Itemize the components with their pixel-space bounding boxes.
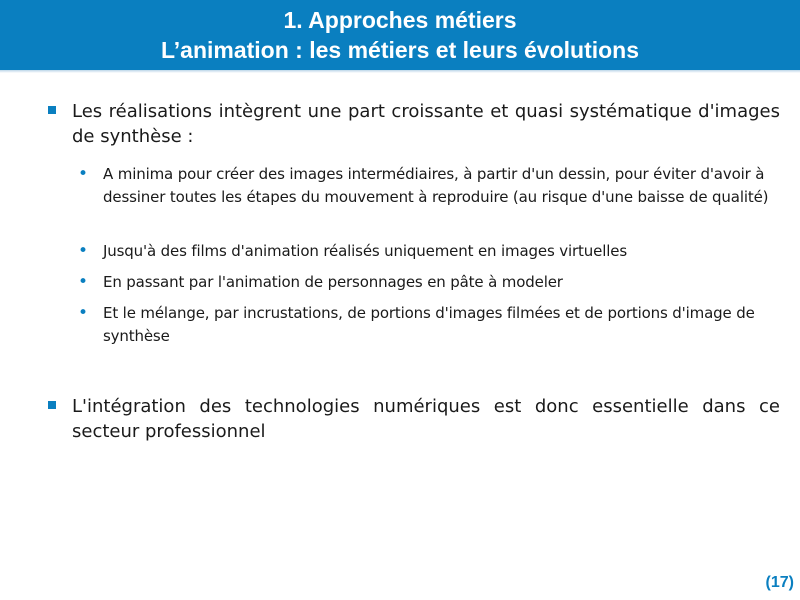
square-bullet-icon [48, 106, 56, 114]
square-bullet-icon [48, 401, 56, 409]
sub-bullet-item-1 [78, 163, 778, 209]
bullet-item-1 [48, 99, 780, 149]
title-bar-shadow [0, 70, 800, 73]
sub-bullet-text: Jusqu'à des films d'animation réalisés uniquement en images virtuelles [103, 242, 627, 260]
slide-title-line1: 1. Approches métiers [283, 7, 517, 33]
sub-bullet-text: En passant par l'animation de personnages en pâte à modeler [103, 273, 563, 291]
dot-bullet-icon: • [78, 241, 89, 261]
bullet-text: Les réalisations intègrent une part croissante et quasi systématique d'images de synthèse : [72, 101, 780, 147]
title-bar [0, 0, 800, 70]
sub-bullet-item-4 [78, 302, 778, 348]
dot-bullet-icon: • [78, 272, 89, 292]
slide-title-line2: L’animation : les métiers et leurs évolutions [160, 37, 640, 63]
sub-bullet-item-3 [78, 271, 778, 294]
sub-bullet-text: A minima pour créer des images intermédiaires, à partir d'un dessin, pour éviter d'avoir à dessiner toutes les étapes du mouvement à reproduire (au risque d'une baisse de qualité) [103, 165, 769, 206]
dot-bullet-icon: • [78, 303, 89, 323]
bullet-item-2 [48, 394, 780, 444]
dot-bullet-icon: • [78, 164, 89, 184]
sub-bullet-text: Et le mélange, par incrustations, de portions d'images filmées et de portions d'image de synthèse [103, 304, 755, 345]
page-number: (17) [765, 574, 794, 591]
bullet-text: L'intégration des technologies numériques est donc essentielle dans ce secteur professionnel [72, 396, 780, 442]
sub-bullet-item-2 [78, 240, 778, 263]
